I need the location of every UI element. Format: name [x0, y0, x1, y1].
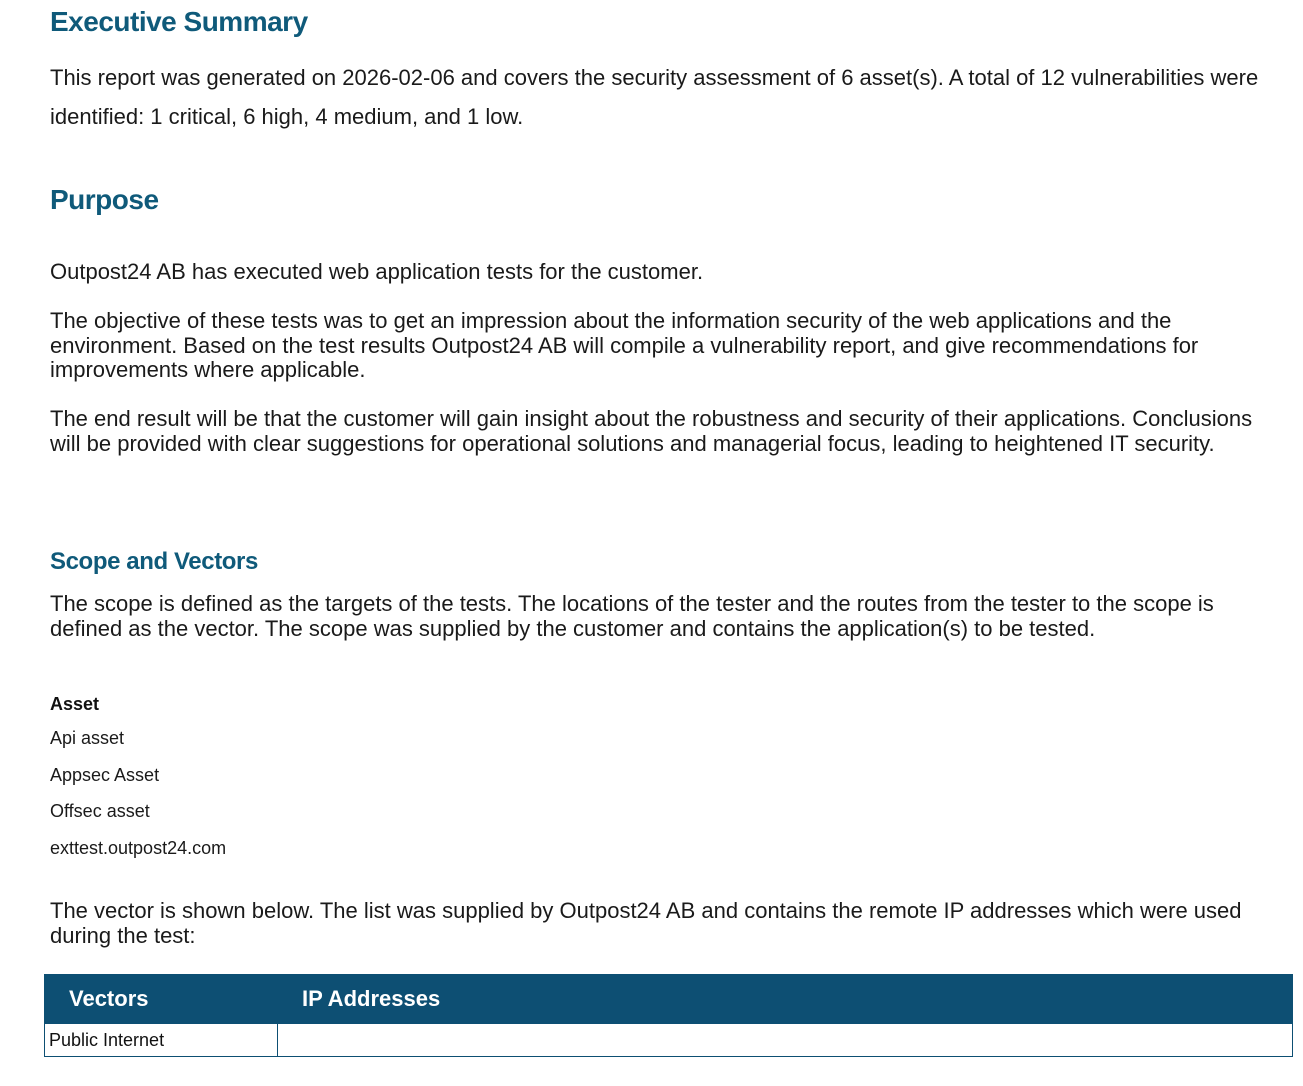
asset-item: Offsec asset	[50, 801, 150, 821]
asset-item: Appsec Asset	[50, 764, 160, 785]
purpose-heading: Purpose	[50, 184, 159, 215]
executive-summary-heading: Executive Summary	[50, 6, 308, 37]
asset-item: Api asset	[50, 728, 125, 748]
asset-item: exttest.outpost24.com	[50, 837, 227, 858]
purpose-paragraph-3: The end result will be that the customer will gain insight about the robustness and security of their applications. Conclusions will be provided with clear suggestions for operational solutions and managerial focus, leading to heightened IT security.	[50, 406, 1253, 456]
table-header-row	[45, 975, 1293, 1024]
cell-vector: Public Internet	[45, 1024, 278, 1057]
purpose-paragraph-2: The objective of these tests was to get an impression about the information security of the web applications and the environment. Based on the test results Outpost24 AB will compile a vulnerability report, and give recommendations for improvements where applicable.	[50, 308, 1199, 382]
header-ip-addresses: IP Addresses	[278, 975, 1293, 1024]
purpose-paragraph-1: Outpost24 AB has executed web application tests for the customer.	[50, 259, 704, 284]
cell-ip-addresses	[278, 1024, 1293, 1057]
header-vectors: Vectors	[45, 975, 278, 1024]
vector-intro: The vector is shown below. The list was supplied by Outpost24 AB and contains the remote IP addresses which were used during the test:	[50, 898, 1242, 948]
table-row	[45, 1024, 1293, 1057]
asset-list	[50, 726, 226, 872]
scope-heading: Scope and Vectors	[50, 548, 258, 575]
executive-summary-text: This report was generated on 2026-02-06 and covers the security assessment of 6 asset(s). A total of 12 vulnerabilities were identified: 1 critical, 6 high, 4 medium, and 1 low.	[50, 65, 1259, 129]
asset-column-header: Asset	[50, 694, 100, 714]
vectors-table	[44, 974, 1293, 1057]
scope-intro: The scope is defined as the targets of the tests. The locations of the tester and the routes from the tester to the scope is defined as the vector. The scope was supplied by the customer and contains the application(s) to be tested.	[50, 591, 1214, 641]
